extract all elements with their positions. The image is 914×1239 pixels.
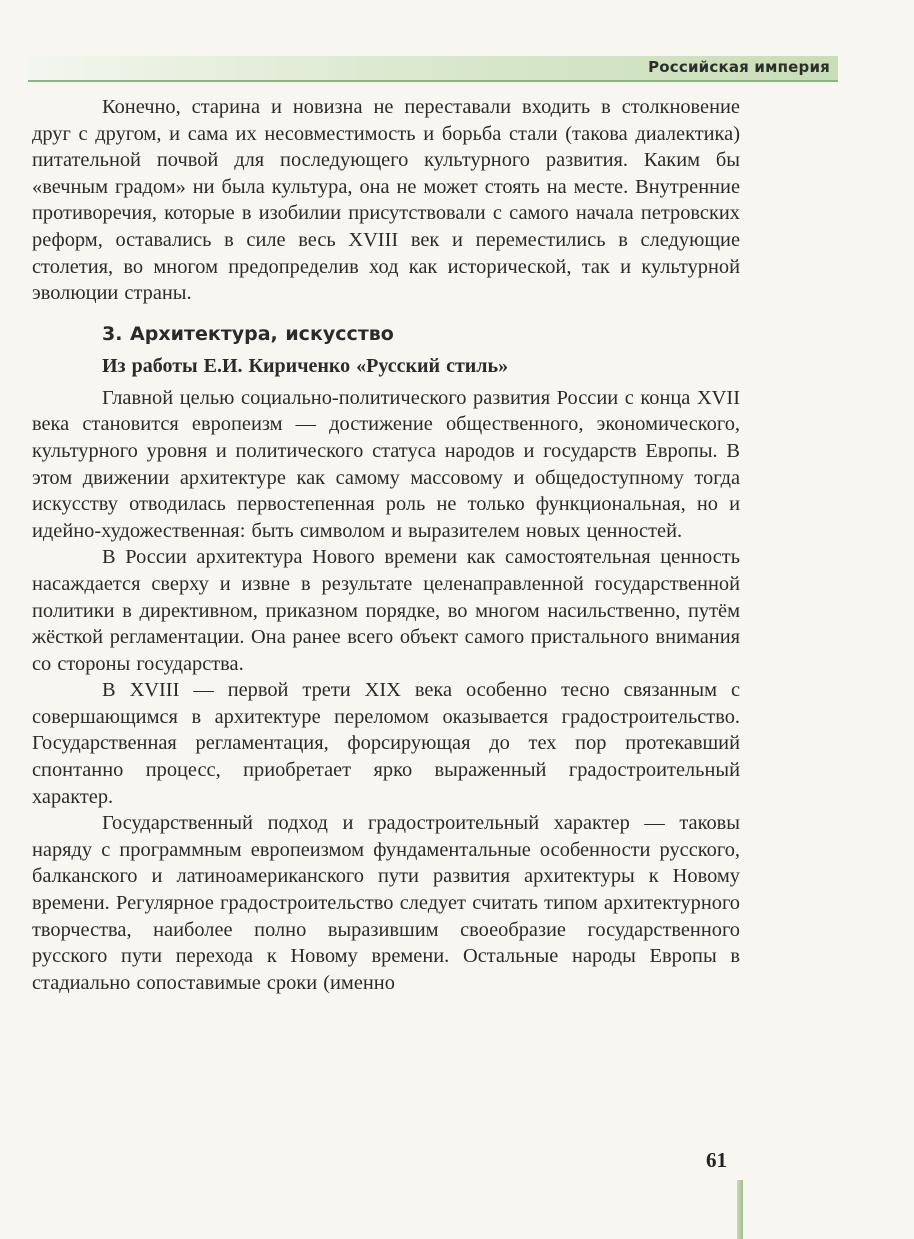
running-title: Российская империя bbox=[648, 58, 830, 76]
section-heading: 3. Архитектура, искусство bbox=[102, 322, 394, 345]
page-number: 61 bbox=[706, 1148, 727, 1172]
page-body bbox=[32, 94, 740, 996]
paragraph: Конечно, старина и новизна не переставали входить в столкновение друг с другом, и сама их несовместимость и борьба стали (такова диалектика) питательной почвой для последующего культурного развития. Каким бы «вечным градом» ни была культура, она не может стоять на месте. Внутренние противоречия, которые в изобилии присутствовали с самого начала петровских реформ, оставались в силе весь XVIII век и переместились в следующие столетия, во многом предопределив ход как исторической, так и культурной эволюции страны. bbox=[32, 96, 740, 305]
paragraph: Главной целью социально-политического развития России с конца XVII века становится европеизм — достижение общественного, экономического, культурного уровня и политического статуса народов и государств Европы. В этом движении архитектуре как самому массовому и общедоступному тогда искусству отводилась первостепенная роль не только функциональная, но и идейно-художественная: быть символом и выразителем новых ценностей. bbox=[32, 386, 740, 542]
page-edge-decoration bbox=[737, 1180, 743, 1239]
source-heading: Из работы Е.И. Кириченко «Русский стиль» bbox=[102, 354, 509, 377]
header-band bbox=[28, 56, 838, 82]
paragraph: Государственный подход и градостроительный характер — таковы наряду с программным европеизмом фундаментальные особенности русского, балканского и латиноамериканского пути развития архитектуры к Новому времени. Регулярное градостроительство следует считать типом архитектурного творчества, наиболее полно выразившим своеобразие государственного русского пути перехода к Новому времени. Остальные народы Европы в стадиально сопоставимые сроки (именно bbox=[32, 812, 740, 994]
paragraph: В России архитектура Нового времени как самостоятельная ценность насаждается сверху и извне в результате целенаправленной государственной политики в директивном, приказном порядке, во многом насильственно, путём жёсткой регламентации. Она ранее всего объект самого пристального внимания со стороны государства. bbox=[32, 546, 740, 675]
paragraph: В XVIII — первой трети XIX века особенно тесно связанным с совершающимся в архитектуре переломом оказывается градостроительство. Государственная регламентация, форсирующая до тех пор протекавший спонтанно процесс, приобретает ярко выраженный градостроительный характер. bbox=[32, 679, 740, 808]
